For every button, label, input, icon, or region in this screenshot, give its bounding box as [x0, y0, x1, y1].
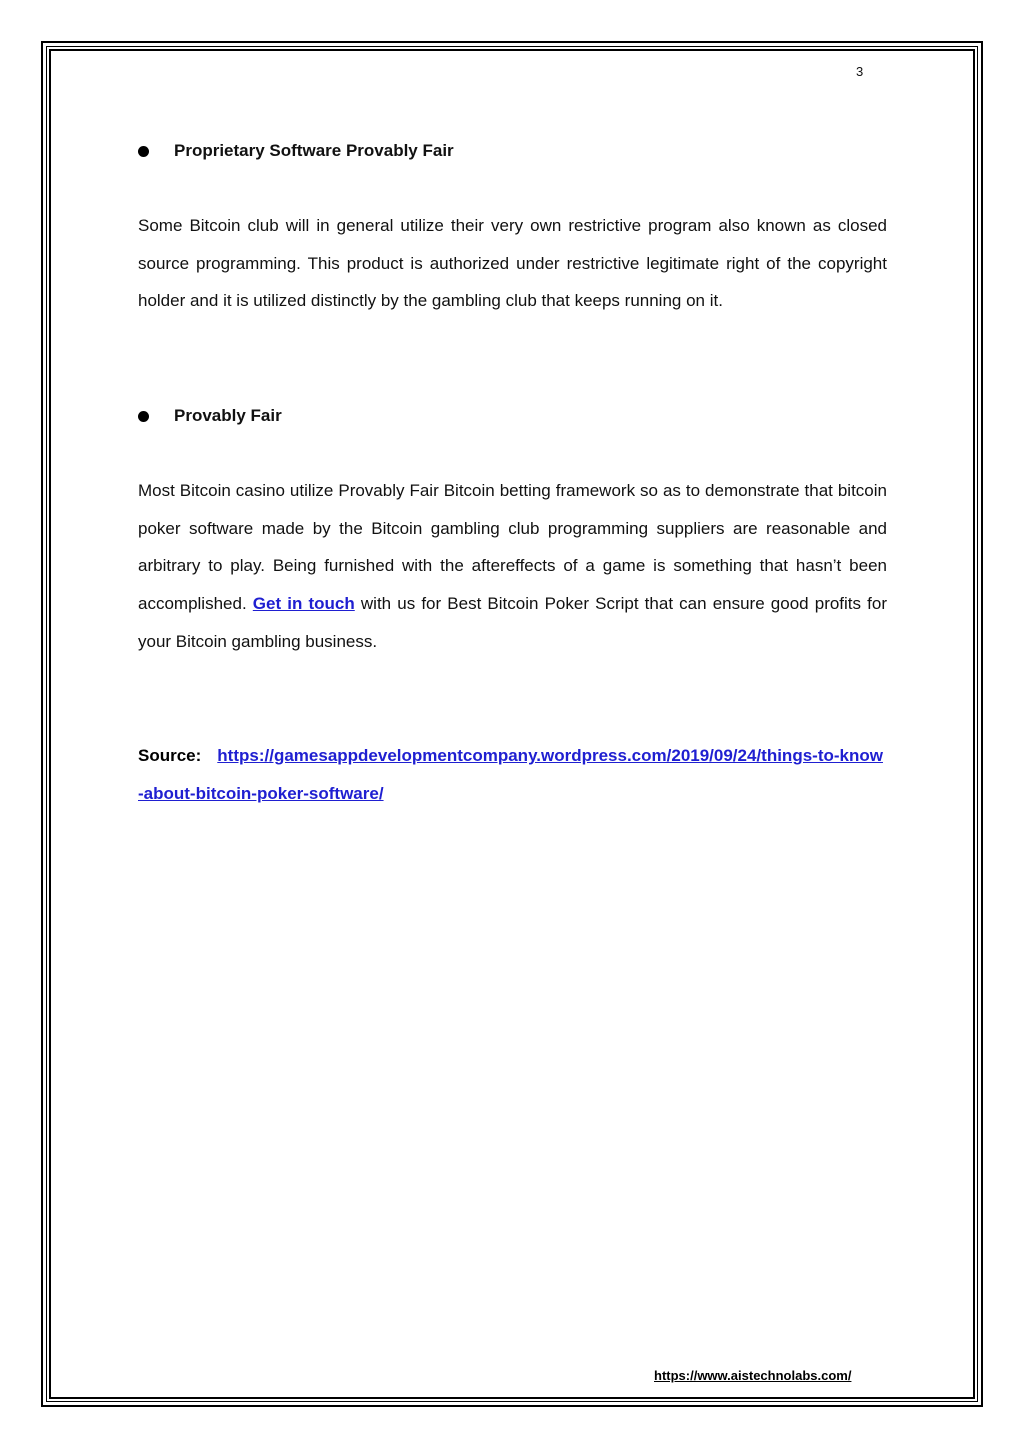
bullet-icon — [138, 146, 149, 157]
source-link[interactable]: https://gamesappdevelopmentcompany.wordpress.com/2019/09/24/things-to-know-about-bitcoin-poker-software/ — [138, 746, 883, 803]
source-label: Source: — [138, 746, 202, 765]
paragraph-text: Most Bitcoin casino utilize Provably Fair Bitcoin betting framework so as to demonstrate that bitcoin poker software made by the Bitcoin gambling club programming suppliers are reasonable and arbitrary to play. Being furnished with the aftereffects of a game is something that hasn’t been accomplished. — [138, 481, 887, 614]
footer-website-link[interactable]: https://www.aistechnolabs.com/ — [654, 1368, 852, 1383]
bullet-icon — [138, 411, 149, 422]
section-heading: Proprietary Software Provably Fair — [174, 141, 454, 160]
page-number: 3 — [856, 64, 864, 79]
bullet-heading-proprietary — [138, 139, 454, 163]
section-paragraph — [138, 472, 887, 661]
paragraph-text: with us for Best Bitcoin Poker Script that can ensure good profits for your Bitcoin gambling business. — [138, 594, 887, 651]
bullet-heading-provably-fair — [138, 404, 282, 428]
section-paragraph: Some Bitcoin club will in general utilize their very own restrictive program also known as closed source programming. This product is authorized under restrictive legitimate right of the copyright holder and it is utilized distinctly by the gambling club that keeps running on it. — [138, 216, 887, 311]
get-in-touch-link[interactable]: Get in touch — [252, 594, 355, 614]
source-block — [138, 737, 887, 813]
section-heading: Provably Fair — [174, 406, 282, 425]
